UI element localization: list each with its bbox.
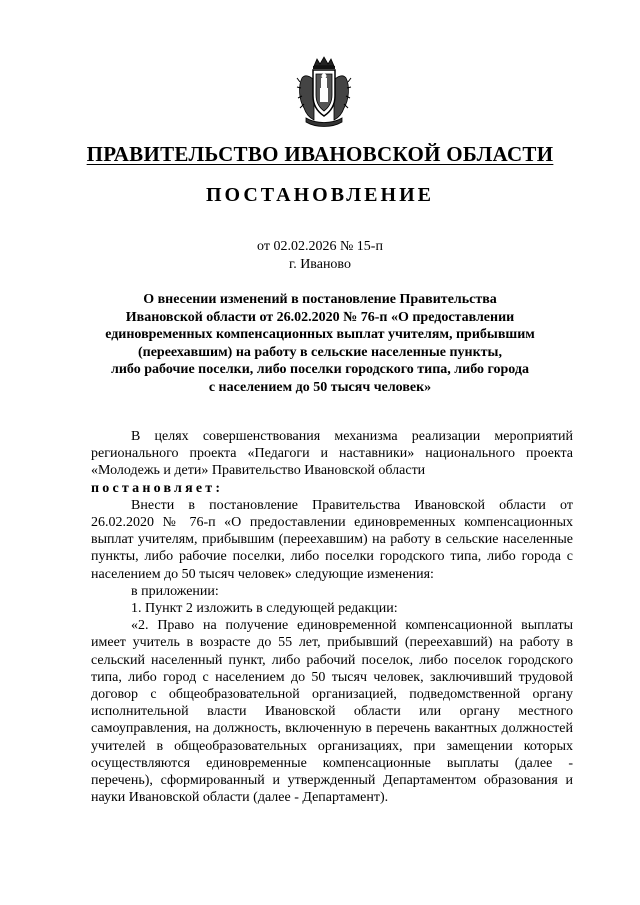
preamble-paragraph: В целях совершенствования механизма реализации мероприятий регионального проекта «Педагоги и наставники» национального проекта «Молодежь и дети» Правительство Ивановской области	[91, 429, 573, 479]
government-title: ПРАВИТЕЛЬСТВО ИВАНОВСКОЙ ОБЛАСТИ	[86, 142, 554, 166]
annex-paragraph: в приложении:	[131, 583, 219, 599]
resolve-word: постановляет:	[91, 480, 224, 496]
amend-paragraph: Внести в постановление Правительства Ивановской области от 26.02.2020 № 76-п «О предоставлении единовременных компенсационных выплат учителям, прибывшим (переехавшим) на работу в сельские населенные пункты, либо рабочие поселки, либо поселки городского типа, либо города с населением до 50 тысяч человек» следующие изменения:	[91, 497, 573, 582]
subject-line: Ивановской области от 26.02.2020 № 76-п «О предоставлении	[125, 309, 515, 325]
date-number: от 02.02.2026 № 15-п	[257, 239, 383, 254]
subject-line: либо рабочие поселки, либо поселки городского типа, либо города	[111, 362, 529, 377]
subject-line: единовременных компенсационных выплат учителям, прибывшим	[105, 327, 535, 342]
subject-line: с населением до 50 тысяч человек»	[208, 379, 432, 395]
item-2-paragraph: «2. Право на получение единовременной компенсационной выплаты имеет учитель в возрасте до 55 лет, прибывший (переехавший) на работу в сельский населенный пункт, либо рабочий поселок, либо поселок городского типа, либо город с населением до 50 тысяч человек, заключивший трудовой договор с общеобразовательной организацией, подведомственной органу исполнительной власти Ивановской области или органу местного самоуправления, на должность, включенную в перечень вакантных должностей учителей в общеобразовательных организациях, при замещении которых осуществляются единовременные компенсационные выплаты (далее - перечень), сформированный и утвержденный Департаментом образования и науки Ивановской области (далее - Департамент).	[91, 618, 573, 806]
item-1-paragraph: 1. Пункт 2 изложить в следующей редакции:	[131, 601, 398, 617]
city: г. Иваново	[289, 257, 351, 272]
document-type: ПОСТАНОВЛЕНИЕ	[206, 184, 434, 206]
subject-line: О внесении изменений в постановление Правительства	[143, 292, 497, 307]
document-body	[91, 428, 573, 806]
resolve-paragraph	[91, 480, 573, 497]
subject-line: (переехавшим) на работу в сельские населенные пункты,	[137, 344, 502, 360]
document-meta	[200, 238, 440, 274]
coat-of-arms-icon	[296, 56, 352, 128]
document-subject	[60, 291, 580, 396]
